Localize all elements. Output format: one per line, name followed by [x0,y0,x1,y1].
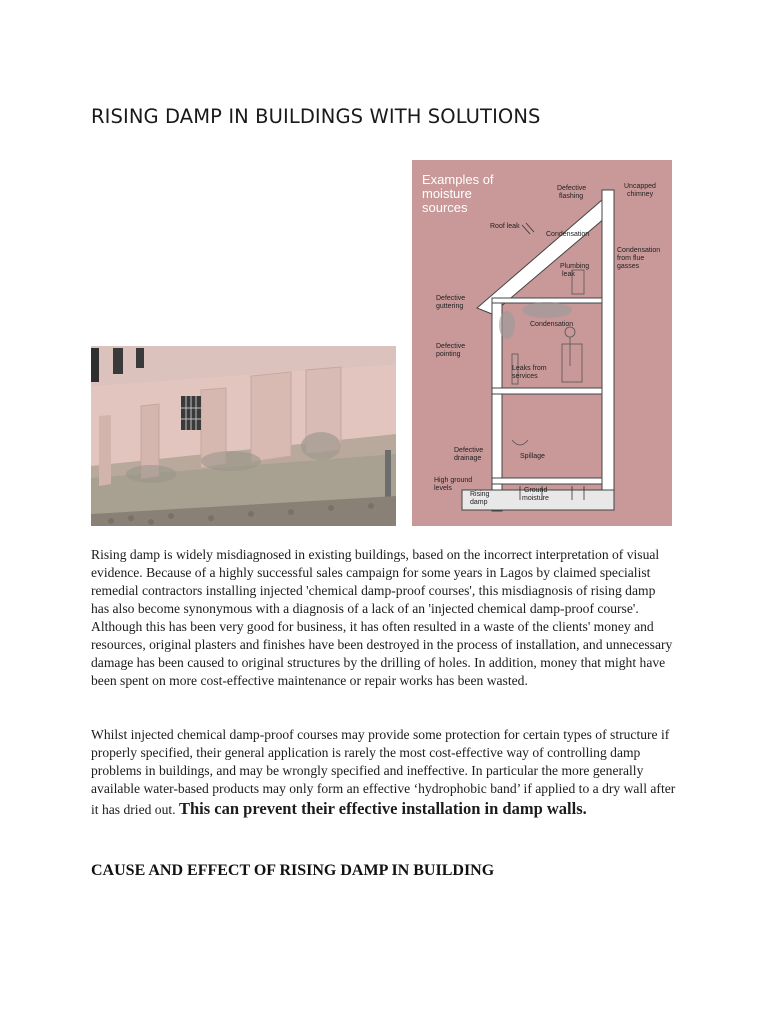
diagram-title-line1: Examples of [422,172,494,187]
svg-text:pointing: pointing [436,351,461,358]
label-condensation-mid: Condensation [530,321,574,328]
label-defective-flashing: Defective [557,185,587,192]
label-leaks-services: Leaks from [512,365,547,372]
label-uncapped-chimney: Uncapped [624,183,656,190]
label-high-ground: High ground [434,477,473,484]
label-defective-pointing: Defective [436,343,466,350]
diagram-title-line2: moisture [422,186,472,201]
label-ground-moisture: Ground [524,487,548,494]
label-defective-drainage: Defective [454,447,484,454]
label-condensation-flue: Condensation [617,247,661,254]
label-condensation-top: Condensation [546,231,590,238]
damp-wall-photo [91,346,396,526]
svg-text:levels: levels [434,485,452,492]
label-rising-damp: Rising [470,491,490,498]
svg-text:flashing: flashing [559,193,584,200]
paragraph-2-bold: This can prevent their effective installation in damp walls. [178,799,587,818]
svg-text:damp: damp [470,499,488,506]
label-roof-leak: Roof leak [490,223,520,230]
document-title: RISING DAMP IN BUILDINGS WITH SOLUTIONS [91,105,541,128]
svg-text:moisture: moisture [522,495,549,502]
svg-text:leak: leak [562,271,575,278]
paragraph-1: Rising damp is widely misdiagnosed in existing buildings, based on the incorrect interpretation of visual evidence. Because of a highly successful sales campaign for some years in Lagos by claimed specialist remedial contractors installing injected 'chemical damp-proof courses', this misdiagnosis of rising damp has also become synonymous with a diagnosis of a lack of an 'injected chemical damp-proof course'. Although this has been very good for business, it has often resulted in a waste of the clients' money and resources, original plasters and finishes have been destroyed in the process of installation, and unnecessary damage has been caused to original structures by the drilling of holes. In addition, money that might have been spent on more cost-effective maintenance or repair works has been wasted. [91,547,673,688]
moisture-sources-diagram [412,160,672,526]
svg-text:chimney: chimney [627,191,654,198]
diagram-title-line3: sources [422,200,468,215]
svg-text:services: services [512,373,538,380]
svg-text:guttering: guttering [436,303,464,310]
label-plumbing-leak: Plumbing [560,263,590,270]
svg-text:gasses: gasses [617,263,640,270]
section-heading: CAUSE AND EFFECT OF RISING DAMP IN BUILDING [91,862,495,879]
label-defective-guttering: Defective [436,295,466,302]
paragraph-2 [91,726,676,820]
svg-text:drainage: drainage [454,455,482,462]
label-spillage: Spillage [520,453,545,460]
svg-text:from flue: from flue [617,255,645,262]
paragraph-2-text: Whilst injected chemical damp-proof courses may provide some protection for certain types of structure if properly specified, their general application is rarely the most cost-effective way of controlling damp problems in buildings, and may be wrongly specified and ineffective. In particular the more generally available water-based products may only form an effective ‘hydrophobic band’ if applied to a dry wall after it has dried out. [91,727,676,817]
